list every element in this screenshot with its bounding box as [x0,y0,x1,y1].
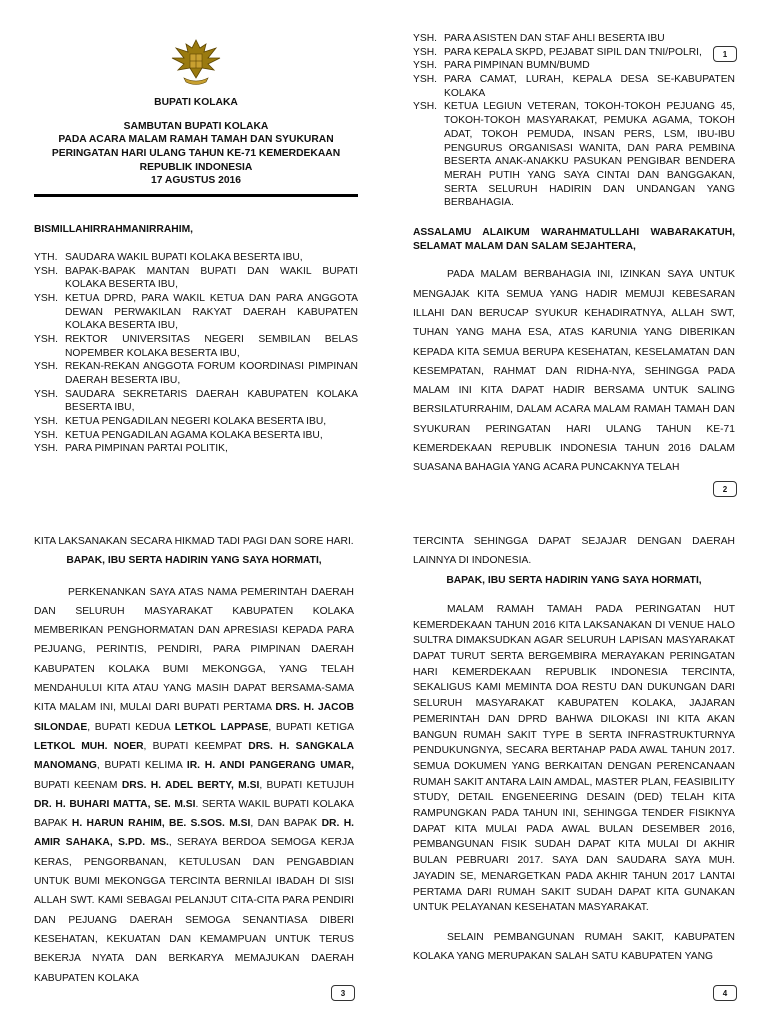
body-paragraph: SELAIN PEMBANGUNAN RUMAH SAKIT, KABUPATEN KOLAKA YANG MERUPAKAN SALAH SATU KABUPATEN YANG [413,931,735,963]
salutation-item: YSH. KETUA DPRD, PARA WAKIL KETUA DAN PARA ANGGOTA DEWAN PERWAKILAN RAKYAT DAERAH KABUPATEN KOLAKA BESERTA IBU, [34,292,358,332]
salutation-item: YSH. KETUA LEGIUN VETERAN, TOKOH-TOKOH PEJUANG 45, TOKOH-TOKOH MASYARAKAT, PEMUKA AGAMA, TOKOH ADAT, TOKOH PEMUDA, INSAN PERS, LSM, IBU-IBU PENGURUS ORGANISASI WANITA, DAN PARA PEMBINA BESERTA ANAK-ANAKKU PASUKAN PENGIBAR BENDERA MERAH PUTIH YANG SAYA CINTAI DAN BANGGAKAN, SERTA SELURUH HADIRIN DAN UNDANGAN YANG BERBAHAGIA. [413,101,735,209]
opening-line: BISMILLAHIRRAHMANIRRAHIM, [34,224,194,236]
salutation-item: YSH. KETUA PENGADILAN NEGERI KOLAKA BESERTA IBU, [34,416,327,428]
page-number-badge: 1 [713,46,737,62]
salutation-item: YSH. SAUDARA SEKRETARIS DAERAH KABUPATEN KOLAKA BESERTA IBU, [34,388,358,414]
salutation-list [413,32,735,210]
body-paragraph: PADA MALAM BERBAHAGIA INI, IZINKAN SAYA UNTUK MENGAJAK KITA SEMUA YANG HADIR MEMUJI KEBESARAN ILLAHI DAN BERUCAP SYUKUR KEHADIRATNYA, ALLAH SWT, TUHAN YANG MAHA ESA, ATAS KARUNIA YANG DIBERIKAN KEPADA KITA SEMUA BERUPA KESEHATAN, KESELAMATAN DAN KESEMPATAN, RAHMAT DAN RIDHA-NYA, SEHINGGA PADA MALAM INI KITA DAPAT HADIR BERSAMA UNTUK SALING BERSILATURRAHIM, DALAM ACARA MALAM RAMAH TAMAH DAN SYUKURAN PERINGATAN HARI ULANG TAHUN KE-71 KEMERDEKAAN REPUBLIK INDONESIA TAHUN 2016 DALAM SUASANA BAHAGIA YANG ACARA PUNCAKNYA TELAH [413,269,735,474]
page-2 [413,32,735,478]
page-4 [413,532,735,967]
continuation-text: TERCINTA SEHINGGA DAPAT SEJAJAR DENGAN DAERAH LAINNYA DI INDONESIA. [413,536,735,567]
page-number-badge: 3 [331,985,355,1001]
header-title: BUPATI KOLAKA [154,97,238,108]
header-divider [34,194,358,197]
speech-subtitle-2: PERINGATAN HARI ULANG TAHUN KE-71 KEMERDEKAAN [51,148,341,160]
page-3 [34,532,354,988]
salutation-item: YSH. PARA KEPALA SKPD, PEJABAT SIPIL DAN TNI/POLRI, [413,46,702,58]
salutation-item: YSH. BAPAK-BAPAK MANTAN BUPATI DAN WAKIL BUPATI KOLAKA BESERTA IBU, [34,265,358,291]
salutation-item: YSH. PARA ASISTEN DAN STAF AHLI BESERTA IBU [413,33,665,44]
body-paragraph: MALAM RAMAH TAMAH PADA PERINGATAN HUT KEMERDEKAAN TAHUN 2016 KITA LAKSANAKAN DI VENUE HALO SULTRA DIMAKSUDKAN AGAR SELURUH LAPISAN MASYARAKAT DAPAT TURUT SERTA BERGEMBIRA MERAYAKAN PERINGATAN HARI KEMERDEKAAN REPUBLIK INDONESIA TERCINTA, SEKALIGUS KAMI MEMINTA DOA RESTU DAN DUKUNGAN DARI SELURUH MASYARAKAT KABUPATEN KOLAKA, JAJARAN PEMERINTAH DAN DPRD BAHWA DILOKASI INI KITA AKAN BANGUN RUMAH SAKIT TYPE B SERTA INFRASTRUKTURNYA PENDUKUNGNYA, SECARA BERTAHAP PADA AWAL TAHUN 2017. SEMUA DOKUMEN YANG BERKAITAN DENGAN PERENCANAAN RUMAH SAKIT ANTARA LAIN AMDAL, MASTER PLAN, FEASIBILITY STUDY, DETAIL ENGENEERING DESAIN (DED) TELAH KITA RAMPUNGKAN PADA TAHUN INI, SEHINGGA TENDER FISIKNYA DAPAT KITA MULAI PADA AWAL BULAN DESEMBER 2016, PEMBANGUNAN FISIK SUDAH DAPAT KITA MULAI DI AKHIR BULAN PEBRUARI 2017. SAYA DAN SAUDARA SAYA MUH. JAYADIN SE, MENARGETKAN PADA AKHIR TAHUN 2017 LANTAI PERTAMA DARI RUMAH SAKIT SUDAH DAPAT KITA GUNAKAN UNTUK PELAYANAN KESEHATAN MASYARAKAT. [413,603,735,914]
salutation-item: YSH. REKAN-REKAN ANGGOTA FORUM KOORDINASI PIMPINAN DAERAH BESERTA IBU, [34,361,358,386]
salutation-item: YTH. SAUDARA WAKIL BUPATI KOLAKA BESERTA IBU, [34,251,303,263]
salutation-item: YSH. PARA PIMPINAN BUMN/BUMD [413,60,590,72]
body-paragraph: PERKENANKAN SAYA ATAS NAMA PEMERINTAH DAERAH DAN SELURUH MASYARAKAT KABUPATEN KOLAKA MEMBERIKAN PENGHORMATAN DAN APRESIASI KEPADA PARA PEJUANG, PERINTIS, PENDIRI, PARA PIMPINAN DAERAH KABUPATEN KOLAKA BUMI MEKONGGA, YANG TELAH MENDAHULUI KITA ATAU YANG MASIH DAPAT BERSAMA-SAMA KITA MALAM INI, MULAI DARI BUPATI PERTAMA DRS. H. JACOB SILONDAE, BUPATI KEDUA LETKOL LAPPASE, BUPATI KETIGA LETKOL MUH. NOER, BUPATI KEEMPAT DRS. H. SANGKALA MANOMANG, BUPATI KELIMA IR. H. ANDI PANGERANG UMAR, BUPATI KEENAM DRS. H. ADEL BERTY, M.SI, BUPATI KETUJUH DR. H. BUHARI MATTA, SE. M.SI. SERTA WAKIL BUPATI KOLAKA BAPAK H. HARUN RAHIM, BE. S.SOS. M.SI, DAN BAPAK DR. H. AMIR SAHAKA, S.PD. MS., SERAYA BERDOA SEMOGA KERJA KERAS, PENGORBANAN, KETULUSAN DAN PENGABDIAN UNTUK BUMI MEKONGGA TERCINTA BERNILAI IBADAH DI SISI ALLAH SWT. KAMI SEBAGAI PELANJUT CITA-CITA PARA PENDIRI DAN PEJUANG DAERAH SEMOGA SENANTIASA DIBERI KESEHATAN, KEKUATAN DAN KEMAMPUAN UNTUK TERUS BEKERJA NYATA DAN BERKARYA MEMAJUKAN DAERAH KABUPATEN KOLAKA [34,586,355,984]
salutation-list [34,251,358,456]
page-1 [34,34,358,456]
section-heading: BAPAK, IBU SERTA HADIRIN YANG SAYA HORMATI, [66,555,322,567]
speech-title: SAMBUTAN BUPATI KOLAKA [123,120,269,132]
speech-date: 17 AGUSTUS 2016 [150,175,242,187]
page-number-badge: 4 [713,985,737,1001]
salutation-item: YSH. REKTOR UNIVERSITAS NEGERI SEMBILAN BELAS NOPEMBER KOLAKA BESERTA IBU, [34,333,358,359]
salutation-item: YSH. PARA PIMPINAN PARTAI POLITIK, [34,443,228,455]
page-number-badge: 2 [713,481,737,497]
speech-subtitle-1: PADA ACARA MALAM RAMAH TAMAH DAN SYUKURAN [58,134,334,146]
section-heading: BAPAK, IBU SERTA HADIRIN YANG SAYA HORMATI, [446,574,702,586]
garuda-emblem-icon [168,34,224,88]
salutation-item: YSH. PARA CAMAT, LURAH, KEPALA DESA SE-KABUPATEN KOLAKA [413,74,735,99]
speech-subtitle-3: REPUBLIK INDONESIA [139,161,253,173]
salutation-item: YSH. KETUA PENGADILAN AGAMA KOLAKA BESERTA IBU, [34,429,323,441]
continuation-text: KITA LAKSANAKAN SECARA HIKMAD TADI PAGI DAN SORE HARI. [34,536,354,547]
greeting-heading: ASSALAMU ALAIKUM WARAHMATULLAHI WABARAKATUH, SELAMAT MALAM DAN SALAM SEJAHTERA, [413,226,735,252]
